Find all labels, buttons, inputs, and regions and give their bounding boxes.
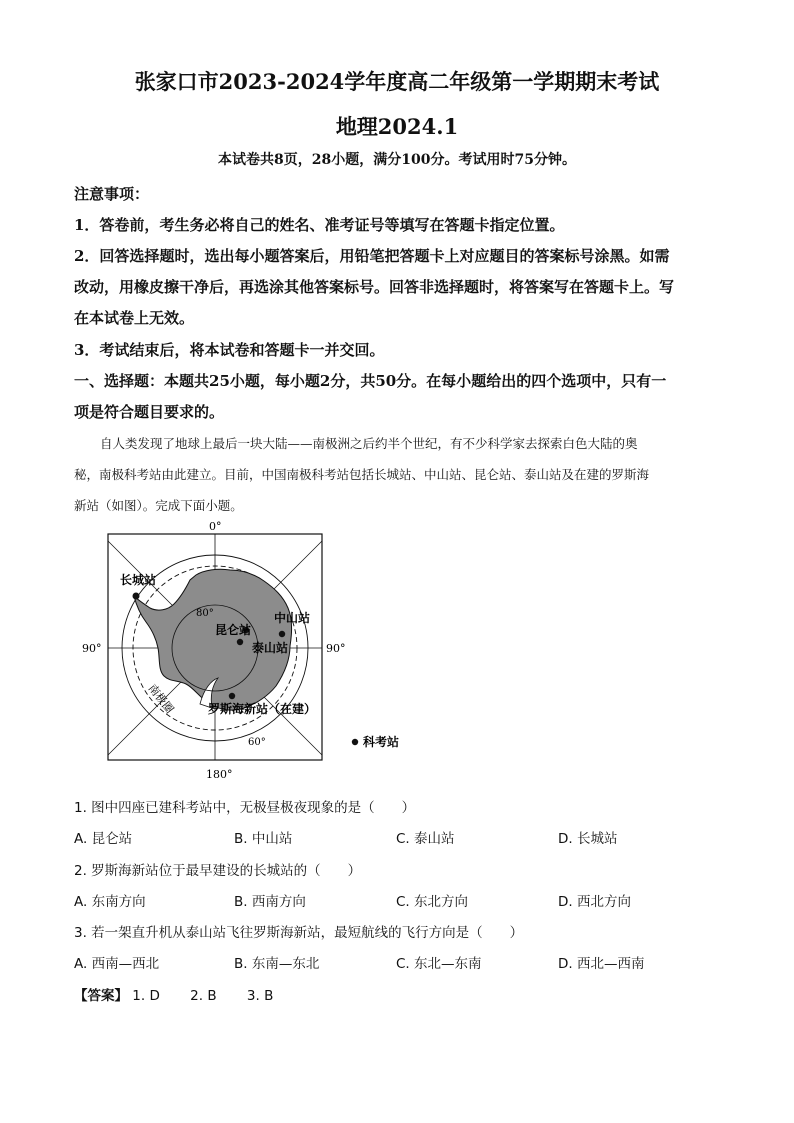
antarctic-circle-label: 南极圈 — [145, 681, 177, 716]
notice-item-2-line-1: 2．回答选择题时，选出每小题答案后，用铅笔把答题卡上对应题目的答案标号涂黑。如需 — [74, 247, 670, 265]
question-3-option-b: B. 东南—东北 — [234, 956, 320, 972]
question-1-option-a: A. 昆仑站 — [74, 831, 133, 847]
exam-info: 本试卷共8页，28小题，满分100分。考试用时75分钟。 — [218, 152, 576, 168]
question-1-option-c: C. 泰山站 — [396, 831, 455, 847]
legend-dot — [352, 739, 358, 745]
question-2-option-a: A. 东南方向 — [74, 894, 146, 910]
question-2-option-d: D. 西北方向 — [558, 894, 631, 910]
notice-item-2-line-3: 在本试卷上无效。 — [74, 309, 195, 327]
station-zhongshan-dot — [279, 631, 285, 637]
notice-item-3: 3．考试结束后，将本试卷和答题卡一并交回。 — [74, 341, 385, 359]
answer-item-1: 1. D — [132, 988, 160, 1004]
lon-label-bottom: 180° — [206, 768, 233, 781]
notice-item-2-line-2: 改动，用橡皮擦干净后，再选涂其他答案标号。回答非选择题时，将答案写在答题卡上。写 — [74, 278, 675, 296]
exam-subject: 地理2024.1 — [335, 114, 459, 139]
question-1-option-d: D. 长城站 — [558, 831, 618, 847]
lon-label-left: 90° — [82, 642, 102, 655]
question-3-option-c: C. 东北—东南 — [396, 956, 482, 972]
passage-line-2: 秘，南极科考站由此建立。目前，中国南极科考站包括长城站、中山站、昆仑站、泰山站及在建的罗斯海 — [74, 467, 650, 482]
station-changcheng-dot — [133, 593, 140, 600]
question-3-option-a: A. 西南—西北 — [74, 956, 160, 972]
question-2-option-c: C. 东北方向 — [396, 894, 469, 910]
station-rossnew-label: 罗斯海新站（在建） — [208, 702, 317, 716]
question-3-option-d: D. 西北—西南 — [558, 956, 645, 972]
lon-label-right: 90° — [326, 642, 346, 655]
question-1-option-b: B. 中山站 — [234, 831, 293, 847]
station-rossnew-dot — [229, 693, 235, 699]
answer-line — [74, 984, 299, 1004]
lon-label-top: 0° — [209, 520, 222, 533]
station-taishan-dot — [237, 639, 243, 645]
answer-item-2: 2. B — [190, 988, 217, 1004]
notice-item-1: 1．答卷前，考生务必将自己的姓名、准考证号等填写在答题卡指定位置。 — [74, 216, 565, 234]
question-3-stem: 3. 若一架直升机从泰山站飞往罗斯海新站，最短航线的飞行方向是（ ） — [74, 925, 524, 941]
question-2-option-b: B. 西南方向 — [234, 894, 306, 910]
legend-label: 科考站 — [363, 735, 400, 749]
question-1-stem: 1. 图中四座已建科考站中，无极昼极夜现象的是（ ） — [74, 800, 416, 816]
section-heading-line-2: 项是符合题目要求的。 — [74, 403, 225, 421]
notice-heading: 注意事项： — [74, 185, 150, 203]
antarctica-map — [78, 518, 438, 786]
passage-line-3: 新站（如图）。完成下面小题。 — [74, 498, 243, 513]
station-zhongshan-label: 中山站 — [274, 611, 311, 625]
station-taishan-label: 泰山站 — [252, 641, 289, 655]
answer-tag: 【答案】 — [74, 988, 128, 1004]
section-heading-line-1: 一、选择题：本题共25小题，每小题2分，共50分。在每小题给出的四个选项中，只有一 — [74, 372, 667, 390]
question-2-stem: 2. 罗斯海新站位于最早建设的长城站的（ ） — [74, 863, 362, 879]
lat-label-60: 60° — [248, 737, 266, 748]
exam-title: 张家口市2023-2024学年度高二年级第一学期期末考试 — [134, 69, 660, 94]
answer-item-3: 3. B — [246, 988, 274, 1004]
lat-label-80: 80° — [196, 608, 214, 619]
passage-line-1: 自人类发现了地球上最后一块大陆——南极洲之后约半个世纪，有不少科学家去探索白色大陆的奥 — [100, 436, 638, 451]
station-kunlun-label: 昆仑站 — [215, 623, 252, 637]
station-changcheng-label: 长城站 — [120, 573, 157, 587]
